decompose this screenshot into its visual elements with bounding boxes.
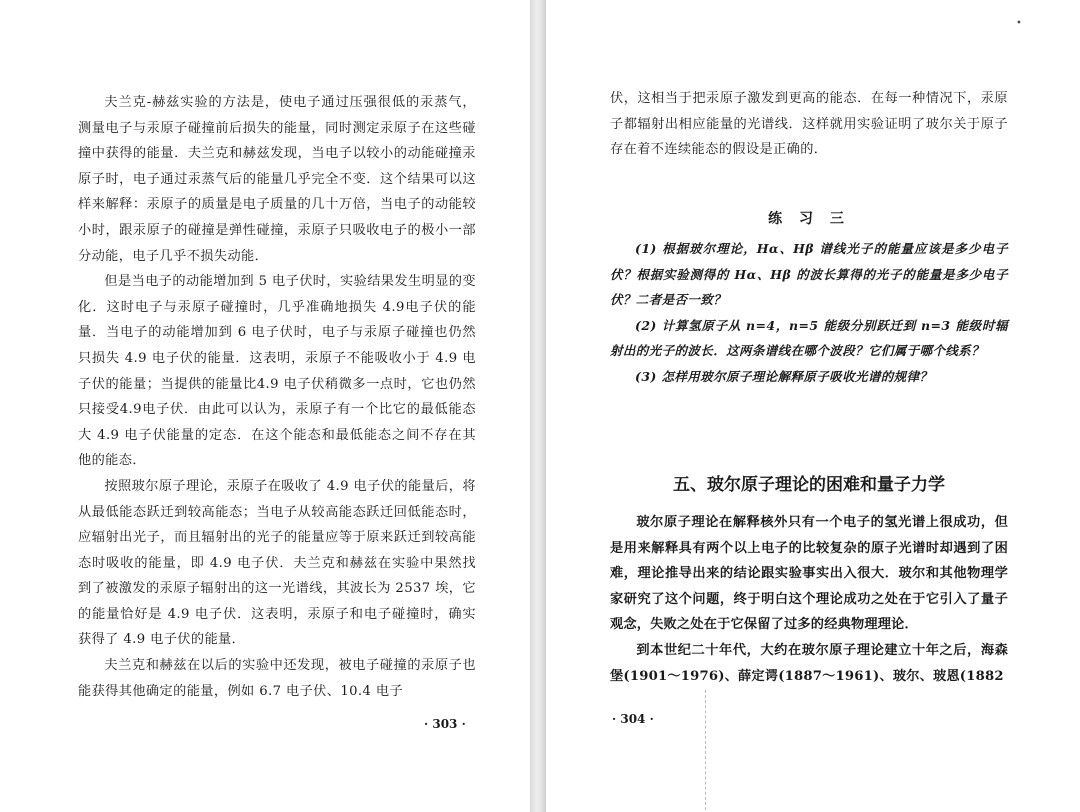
exercise-list xyxy=(610,236,1008,390)
exercise-heading: 练 习 三 xyxy=(768,211,850,227)
book-gutter xyxy=(530,0,546,812)
page-number: · 303 · xyxy=(424,717,466,731)
scan-artifact-line xyxy=(705,690,707,810)
exercise-item: (3) 怎样用玻尔原子理论解释原子吸收光谱的规律？ xyxy=(635,368,933,384)
scan-speck: • xyxy=(1016,18,1022,29)
section-heading: 五、玻尔原子理论的困难和量子力学 xyxy=(673,475,945,495)
paragraph: 但是当电子的动能增加到 5 电子伏时，实验结果发生明显的变化．这时电子与汞原子碰撞时，几乎准确地损失 4.9电子伏的能量．当电子的动能增加到 6 电子伏时，电子与汞原子碰撞也仍然只损失 4.9 电子伏的能量．这表明，汞原子不能吸收小于 4.9 电子伏的能量；当提供的能量比4.9 电子伏稍微多一点时，它也仍然只接受4.9电子伏．由此可以认为，汞原子有一个比它的最低能态大 4.9 电子伏能量的定态．在这个能态和最低能态之间不存在其他的能态． xyxy=(78,274,476,469)
paragraph: 夫兰克和赫兹在以后的实验中还发现，被电子碰撞的汞原子也能获得其他确定的能量，例如 6.7 电子伏、10.4 电子 xyxy=(78,658,476,699)
paragraph: 夫兰克-赫兹实验的方法是，使电子通过压强很低的汞蒸气，测量电子与汞原子碰撞前后损失的能量，同时测定汞原子在这些碰撞中获得的能量．夫兰克和赫兹发现，当电子以较小的动能碰撞汞原子时，电子通过汞蒸气后的能量几乎完全不变．这个结果可以这样来解释：汞原子的质量是电子质量的几十万倍，当电子的动能较小时，跟汞原子的碰撞是弹性碰撞，汞原子只吸收电子的极小一部分动能，电子几乎不损失动能． xyxy=(78,95,476,264)
paragraph: 玻尔原子理论在解释核外只有一个电子的氢光谱上很成功，但是用来解释具有两个以上电子的比较复杂的原子光谱时却遇到了困难，理论推导出来的结论跟实验事实出入很大．玻尔和其他物理学家研究了这个问题，终于明白这个理论成功之处在于它引入了量子观念，失败之处在于它保留了过多的经典物理理论． xyxy=(610,515,1008,633)
paragraph: 到本世纪二十年代，大约在玻尔原子理论建立十年之后，海森堡(1901～1976)、薛定谔(1887～1961)、玻尔、玻恩(1882 xyxy=(610,642,1008,684)
paragraph: 伏，这相当于把汞原子激发到更高的能态．在每一种情况下，汞原子都辐射出相应能量的光谱线．这样就用实验证明了玻尔关于原子存在着不连续能态的假设是正确的． xyxy=(610,91,1008,158)
exercise-item: (2) 计算氢原子从 n=4，n=5 能级分别跃迁到 n=3 能级时辐射出的光子的波长．这两条谱线在哪个波段？它们属于哪个线系？ xyxy=(610,317,1008,359)
section-body xyxy=(610,510,1008,689)
exercise-item: (1) 根据玻尔理论，Hα、Hβ 谱线光子的能量应该是多少电子伏？根据实验测得的 Hα、Hβ 的波长算得的光子的能量是多少电子伏？二者是否一致？ xyxy=(610,241,1008,308)
left-page-body xyxy=(78,90,476,704)
paragraph: 按照玻尔原子理论，汞原子在吸收了 4.9 电子伏的能量后，将从最低能态跃迁到较高能态；当电子从较高能态跃迁回低能态时，应辐射出光子，而且辐射出的光子的能量应等于原来跃迁到较高能态时吸收的能量，即 4.9 电子伏．夫兰克和赫兹在实验中果然找到了被激发的汞原子辐射出的这一光谱线，其波长为 2537 埃，它的能量恰好是 4.9 电子伏．这表明，汞原子和电子碰撞时，确实获得了 4.9 电子伏的能量． xyxy=(78,478,476,648)
page-number: · 304 · xyxy=(612,712,654,726)
right-page-continuation xyxy=(610,86,1008,163)
